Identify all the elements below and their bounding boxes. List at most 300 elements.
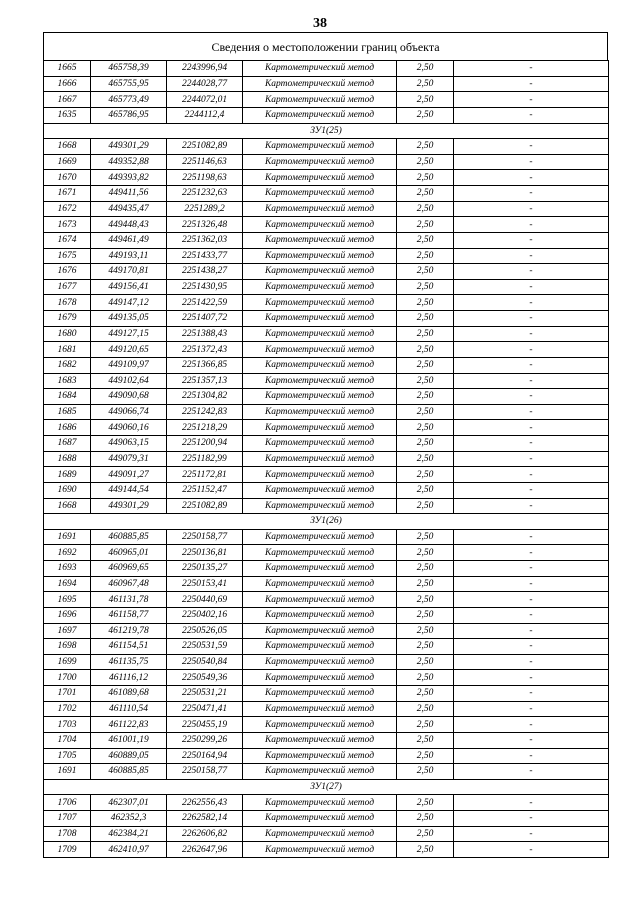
point-number-cell: 1709 (44, 842, 91, 858)
point-number-cell: 1697 (44, 623, 91, 639)
description-cell: - (454, 498, 609, 514)
accuracy-cell: 2,50 (397, 170, 454, 186)
accuracy-cell: 2,50 (397, 186, 454, 202)
y-coordinate-cell: 2250471,41 (167, 701, 243, 717)
method-cell: Картометрический метод (243, 107, 397, 123)
x-coordinate-cell: 449120,65 (91, 342, 167, 358)
point-number-cell: 1683 (44, 373, 91, 389)
method-cell: Картометрический метод (243, 842, 397, 858)
method-cell: Картометрический метод (243, 436, 397, 452)
description-cell: - (454, 717, 609, 733)
y-coordinate-cell: 2250153,41 (167, 576, 243, 592)
x-coordinate-cell: 449301,29 (91, 139, 167, 155)
point-number-cell: 1680 (44, 326, 91, 342)
description-cell: - (454, 732, 609, 748)
x-coordinate-cell: 449170,81 (91, 264, 167, 280)
table-row (44, 154, 609, 170)
table-row (44, 686, 609, 702)
method-cell: Картометрический метод (243, 248, 397, 264)
y-coordinate-cell: 2250440,69 (167, 592, 243, 608)
table-row (44, 498, 609, 514)
point-number-cell: 1688 (44, 451, 91, 467)
description-cell: - (454, 764, 609, 780)
y-coordinate-cell: 2251304,82 (167, 389, 243, 405)
y-coordinate-cell: 2251182,99 (167, 451, 243, 467)
y-coordinate-cell: 2243996,94 (167, 61, 243, 77)
x-coordinate-cell: 461135,75 (91, 654, 167, 670)
x-coordinate-cell: 449144,54 (91, 482, 167, 498)
accuracy-cell: 2,50 (397, 201, 454, 217)
method-cell: Картометрический метод (243, 826, 397, 842)
point-number-cell: 1696 (44, 607, 91, 623)
accuracy-cell: 2,50 (397, 248, 454, 264)
table-row (44, 623, 609, 639)
group-header-row (44, 514, 609, 530)
method-cell: Картометрический метод (243, 529, 397, 545)
accuracy-cell: 2,50 (397, 811, 454, 827)
accuracy-cell: 2,50 (397, 311, 454, 327)
x-coordinate-cell: 462410,97 (91, 842, 167, 858)
y-coordinate-cell: 2251326,48 (167, 217, 243, 233)
accuracy-cell: 2,50 (397, 295, 454, 311)
table-row (44, 592, 609, 608)
table-row (44, 561, 609, 577)
point-number-cell: 1673 (44, 217, 91, 233)
point-number-cell: 1682 (44, 357, 91, 373)
method-cell: Картометрический метод (243, 467, 397, 483)
table-row (44, 342, 609, 358)
description-cell: - (454, 357, 609, 373)
accuracy-cell: 2,50 (397, 451, 454, 467)
y-coordinate-cell: 2262647,96 (167, 842, 243, 858)
method-cell: Картометрический метод (243, 232, 397, 248)
x-coordinate-cell: 449411,56 (91, 186, 167, 202)
y-coordinate-cell: 2250526,05 (167, 623, 243, 639)
table-row (44, 404, 609, 420)
x-coordinate-cell: 460889,05 (91, 748, 167, 764)
y-coordinate-cell: 2244028,77 (167, 76, 243, 92)
description-cell: - (454, 373, 609, 389)
description-cell: - (454, 404, 609, 420)
table-row (44, 264, 609, 280)
method-cell: Картометрический метод (243, 576, 397, 592)
method-cell: Картометрический метод (243, 545, 397, 561)
description-cell: - (454, 826, 609, 842)
page-number: 38 (313, 16, 327, 31)
point-number-cell: 1669 (44, 154, 91, 170)
x-coordinate-cell: 465773,49 (91, 92, 167, 108)
accuracy-cell: 2,50 (397, 717, 454, 733)
table-row (44, 436, 609, 452)
table-row (44, 139, 609, 155)
method-cell: Картометрический метод (243, 670, 397, 686)
x-coordinate-cell: 449301,29 (91, 498, 167, 514)
description-cell: - (454, 529, 609, 545)
y-coordinate-cell: 2251438,27 (167, 264, 243, 280)
table-row (44, 201, 609, 217)
accuracy-cell: 2,50 (397, 561, 454, 577)
point-number-cell: 1689 (44, 467, 91, 483)
y-coordinate-cell: 2250135,27 (167, 561, 243, 577)
point-number-cell: 1668 (44, 498, 91, 514)
y-coordinate-cell: 2251082,89 (167, 498, 243, 514)
description-cell: - (454, 811, 609, 827)
x-coordinate-cell: 449090,68 (91, 389, 167, 405)
point-number-cell: 1667 (44, 92, 91, 108)
method-cell: Картометрический метод (243, 61, 397, 77)
method-cell: Картометрический метод (243, 92, 397, 108)
description-cell: - (454, 436, 609, 452)
description-cell: - (454, 154, 609, 170)
description-cell: - (454, 654, 609, 670)
y-coordinate-cell: 2251172,81 (167, 467, 243, 483)
y-coordinate-cell: 2250455,19 (167, 717, 243, 733)
x-coordinate-cell: 449193,11 (91, 248, 167, 264)
method-cell: Картометрический метод (243, 795, 397, 811)
description-cell: - (454, 311, 609, 327)
accuracy-cell: 2,50 (397, 498, 454, 514)
y-coordinate-cell: 2250158,77 (167, 764, 243, 780)
method-cell: Картометрический метод (243, 201, 397, 217)
method-cell: Картометрический метод (243, 264, 397, 280)
table-row (44, 279, 609, 295)
y-coordinate-cell: 2250531,59 (167, 639, 243, 655)
accuracy-cell: 2,50 (397, 154, 454, 170)
accuracy-cell: 2,50 (397, 61, 454, 77)
point-number-cell: 1681 (44, 342, 91, 358)
x-coordinate-cell: 461158,77 (91, 607, 167, 623)
description-cell: - (454, 107, 609, 123)
y-coordinate-cell: 2250158,77 (167, 529, 243, 545)
description-cell: - (454, 670, 609, 686)
point-number-cell: 1692 (44, 545, 91, 561)
x-coordinate-cell: 449091,27 (91, 467, 167, 483)
x-coordinate-cell: 449352,88 (91, 154, 167, 170)
x-coordinate-cell: 460969,65 (91, 561, 167, 577)
method-cell: Картометрический метод (243, 76, 397, 92)
point-number-cell: 1670 (44, 170, 91, 186)
point-number-cell: 1707 (44, 811, 91, 827)
table-row (44, 61, 609, 77)
method-cell: Картометрический метод (243, 623, 397, 639)
group-label: ЗУ1(27) (44, 779, 609, 795)
method-cell: Картометрический метод (243, 389, 397, 405)
point-number-cell: 1686 (44, 420, 91, 436)
y-coordinate-cell: 2251289,2 (167, 201, 243, 217)
description-cell: - (454, 842, 609, 858)
table-row (44, 842, 609, 858)
point-number-cell: 1672 (44, 201, 91, 217)
table-row (44, 576, 609, 592)
x-coordinate-cell: 449102,64 (91, 373, 167, 389)
point-number-cell: 1691 (44, 764, 91, 780)
table-row (44, 748, 609, 764)
x-coordinate-cell: 465755,95 (91, 76, 167, 92)
y-coordinate-cell: 2251146,63 (167, 154, 243, 170)
table-row (44, 764, 609, 780)
table-row (44, 389, 609, 405)
y-coordinate-cell: 2251407,72 (167, 311, 243, 327)
description-cell: - (454, 795, 609, 811)
coordinates-table-body (44, 61, 609, 858)
accuracy-cell: 2,50 (397, 686, 454, 702)
accuracy-cell: 2,50 (397, 420, 454, 436)
accuracy-cell: 2,50 (397, 467, 454, 483)
accuracy-cell: 2,50 (397, 217, 454, 233)
y-coordinate-cell: 2250540,84 (167, 654, 243, 670)
accuracy-cell: 2,50 (397, 842, 454, 858)
description-cell: - (454, 576, 609, 592)
method-cell: Картометрический метод (243, 170, 397, 186)
table-row (44, 639, 609, 655)
method-cell: Картометрический метод (243, 420, 397, 436)
accuracy-cell: 2,50 (397, 701, 454, 717)
point-number-cell: 1702 (44, 701, 91, 717)
point-number-cell: 1701 (44, 686, 91, 702)
y-coordinate-cell: 2251433,77 (167, 248, 243, 264)
accuracy-cell: 2,50 (397, 592, 454, 608)
y-coordinate-cell: 2251422,59 (167, 295, 243, 311)
method-cell: Картометрический метод (243, 326, 397, 342)
y-coordinate-cell: 2244112,4 (167, 107, 243, 123)
table-row (44, 717, 609, 733)
point-number-cell: 1704 (44, 732, 91, 748)
description-cell: - (454, 326, 609, 342)
table-row (44, 529, 609, 545)
table-row (44, 217, 609, 233)
accuracy-cell: 2,50 (397, 404, 454, 420)
table-row (44, 826, 609, 842)
description-cell: - (454, 545, 609, 561)
x-coordinate-cell: 449127,15 (91, 326, 167, 342)
x-coordinate-cell: 465786,95 (91, 107, 167, 123)
x-coordinate-cell: 449079,31 (91, 451, 167, 467)
point-number-cell: 1695 (44, 592, 91, 608)
point-number-cell: 1677 (44, 279, 91, 295)
y-coordinate-cell: 2250164,94 (167, 748, 243, 764)
table-row (44, 373, 609, 389)
table-title: Сведения о местоположении границ объекта (43, 32, 608, 61)
x-coordinate-cell: 449435,47 (91, 201, 167, 217)
description-cell: - (454, 389, 609, 405)
x-coordinate-cell: 460965,01 (91, 545, 167, 561)
x-coordinate-cell: 460967,48 (91, 576, 167, 592)
accuracy-cell: 2,50 (397, 732, 454, 748)
method-cell: Картометрический метод (243, 717, 397, 733)
group-label: ЗУ1(25) (44, 123, 609, 139)
description-cell: - (454, 592, 609, 608)
method-cell: Картометрический метод (243, 686, 397, 702)
table-row (44, 670, 609, 686)
method-cell: Картометрический метод (243, 295, 397, 311)
point-number-cell: 1693 (44, 561, 91, 577)
table-row (44, 795, 609, 811)
accuracy-cell: 2,50 (397, 826, 454, 842)
x-coordinate-cell: 462307,01 (91, 795, 167, 811)
table-row (44, 357, 609, 373)
y-coordinate-cell: 2250402,16 (167, 607, 243, 623)
y-coordinate-cell: 2251200,94 (167, 436, 243, 452)
x-coordinate-cell: 460885,85 (91, 764, 167, 780)
description-cell: - (454, 264, 609, 280)
point-number-cell: 1687 (44, 436, 91, 452)
point-number-cell: 1708 (44, 826, 91, 842)
accuracy-cell: 2,50 (397, 654, 454, 670)
x-coordinate-cell: 461219,78 (91, 623, 167, 639)
group-header-row (44, 123, 609, 139)
point-number-cell: 1676 (44, 264, 91, 280)
description-cell: - (454, 482, 609, 498)
table-row (44, 420, 609, 436)
description-cell: - (454, 639, 609, 655)
description-cell: - (454, 561, 609, 577)
point-number-cell: 1666 (44, 76, 91, 92)
x-coordinate-cell: 461116,12 (91, 670, 167, 686)
point-number-cell: 1703 (44, 717, 91, 733)
y-coordinate-cell: 2262606,82 (167, 826, 243, 842)
table-row (44, 482, 609, 498)
accuracy-cell: 2,50 (397, 482, 454, 498)
table-row (44, 92, 609, 108)
accuracy-cell: 2,50 (397, 373, 454, 389)
method-cell: Картометрический метод (243, 482, 397, 498)
method-cell: Картометрический метод (243, 748, 397, 764)
boundary-table-sheet (43, 32, 608, 858)
x-coordinate-cell: 461131,78 (91, 592, 167, 608)
y-coordinate-cell: 2250549,36 (167, 670, 243, 686)
description-cell: - (454, 420, 609, 436)
description-cell: - (454, 607, 609, 623)
table-row (44, 607, 609, 623)
method-cell: Картометрический метод (243, 186, 397, 202)
point-number-cell: 1700 (44, 670, 91, 686)
accuracy-cell: 2,50 (397, 326, 454, 342)
table-row (44, 467, 609, 483)
table-row (44, 186, 609, 202)
x-coordinate-cell: 461110,54 (91, 701, 167, 717)
method-cell: Картометрический метод (243, 764, 397, 780)
accuracy-cell: 2,50 (397, 342, 454, 358)
x-coordinate-cell: 449135,05 (91, 311, 167, 327)
description-cell: - (454, 201, 609, 217)
method-cell: Картометрический метод (243, 561, 397, 577)
y-coordinate-cell: 2251357,13 (167, 373, 243, 389)
group-header-row (44, 779, 609, 795)
accuracy-cell: 2,50 (397, 76, 454, 92)
point-number-cell: 1665 (44, 61, 91, 77)
accuracy-cell: 2,50 (397, 670, 454, 686)
description-cell: - (454, 92, 609, 108)
y-coordinate-cell: 2251362,03 (167, 232, 243, 248)
y-coordinate-cell: 2251366,85 (167, 357, 243, 373)
point-number-cell: 1679 (44, 311, 91, 327)
x-coordinate-cell: 449063,15 (91, 436, 167, 452)
point-number-cell: 1706 (44, 795, 91, 811)
x-coordinate-cell: 449066,74 (91, 404, 167, 420)
point-number-cell: 1690 (44, 482, 91, 498)
description-cell: - (454, 295, 609, 311)
y-coordinate-cell: 2244072,01 (167, 92, 243, 108)
x-coordinate-cell: 462384,21 (91, 826, 167, 842)
accuracy-cell: 2,50 (397, 357, 454, 373)
description-cell: - (454, 232, 609, 248)
y-coordinate-cell: 2251388,43 (167, 326, 243, 342)
point-number-cell: 1668 (44, 139, 91, 155)
description-cell: - (454, 76, 609, 92)
x-coordinate-cell: 449060,16 (91, 420, 167, 436)
method-cell: Картометрический метод (243, 279, 397, 295)
method-cell: Картометрический метод (243, 811, 397, 827)
coordinates-table (43, 60, 609, 858)
description-cell: - (454, 217, 609, 233)
x-coordinate-cell: 462352,3 (91, 811, 167, 827)
method-cell: Картометрический метод (243, 654, 397, 670)
accuracy-cell: 2,50 (397, 639, 454, 655)
table-row (44, 170, 609, 186)
point-number-cell: 1684 (44, 389, 91, 405)
table-row (44, 107, 609, 123)
x-coordinate-cell: 449109,97 (91, 357, 167, 373)
accuracy-cell: 2,50 (397, 795, 454, 811)
x-coordinate-cell: 461154,51 (91, 639, 167, 655)
description-cell: - (454, 139, 609, 155)
x-coordinate-cell: 461122,83 (91, 717, 167, 733)
accuracy-cell: 2,50 (397, 748, 454, 764)
y-coordinate-cell: 2250531,21 (167, 686, 243, 702)
description-cell: - (454, 186, 609, 202)
accuracy-cell: 2,50 (397, 545, 454, 561)
y-coordinate-cell: 2251242,83 (167, 404, 243, 420)
accuracy-cell: 2,50 (397, 529, 454, 545)
accuracy-cell: 2,50 (397, 764, 454, 780)
method-cell: Картометрический метод (243, 311, 397, 327)
method-cell: Картометрический метод (243, 607, 397, 623)
point-number-cell: 1705 (44, 748, 91, 764)
y-coordinate-cell: 2262582,14 (167, 811, 243, 827)
description-cell: - (454, 686, 609, 702)
accuracy-cell: 2,50 (397, 232, 454, 248)
description-cell: - (454, 451, 609, 467)
x-coordinate-cell: 449147,12 (91, 295, 167, 311)
table-row (44, 732, 609, 748)
x-coordinate-cell: 461001,19 (91, 732, 167, 748)
point-number-cell: 1635 (44, 107, 91, 123)
accuracy-cell: 2,50 (397, 576, 454, 592)
method-cell: Картометрический метод (243, 217, 397, 233)
accuracy-cell: 2,50 (397, 436, 454, 452)
method-cell: Картометрический метод (243, 139, 397, 155)
y-coordinate-cell: 2251372,43 (167, 342, 243, 358)
accuracy-cell: 2,50 (397, 139, 454, 155)
accuracy-cell: 2,50 (397, 623, 454, 639)
group-label: ЗУ1(26) (44, 514, 609, 530)
x-coordinate-cell: 449448,43 (91, 217, 167, 233)
table-row (44, 701, 609, 717)
point-number-cell: 1698 (44, 639, 91, 655)
point-number-cell: 1675 (44, 248, 91, 264)
y-coordinate-cell: 2251232,63 (167, 186, 243, 202)
table-row (44, 76, 609, 92)
y-coordinate-cell: 2262556,43 (167, 795, 243, 811)
table-row (44, 451, 609, 467)
table-row (44, 326, 609, 342)
y-coordinate-cell: 2251218,29 (167, 420, 243, 436)
description-cell: - (454, 748, 609, 764)
point-number-cell: 1671 (44, 186, 91, 202)
point-number-cell: 1694 (44, 576, 91, 592)
x-coordinate-cell: 449393,82 (91, 170, 167, 186)
x-coordinate-cell: 449461,49 (91, 232, 167, 248)
